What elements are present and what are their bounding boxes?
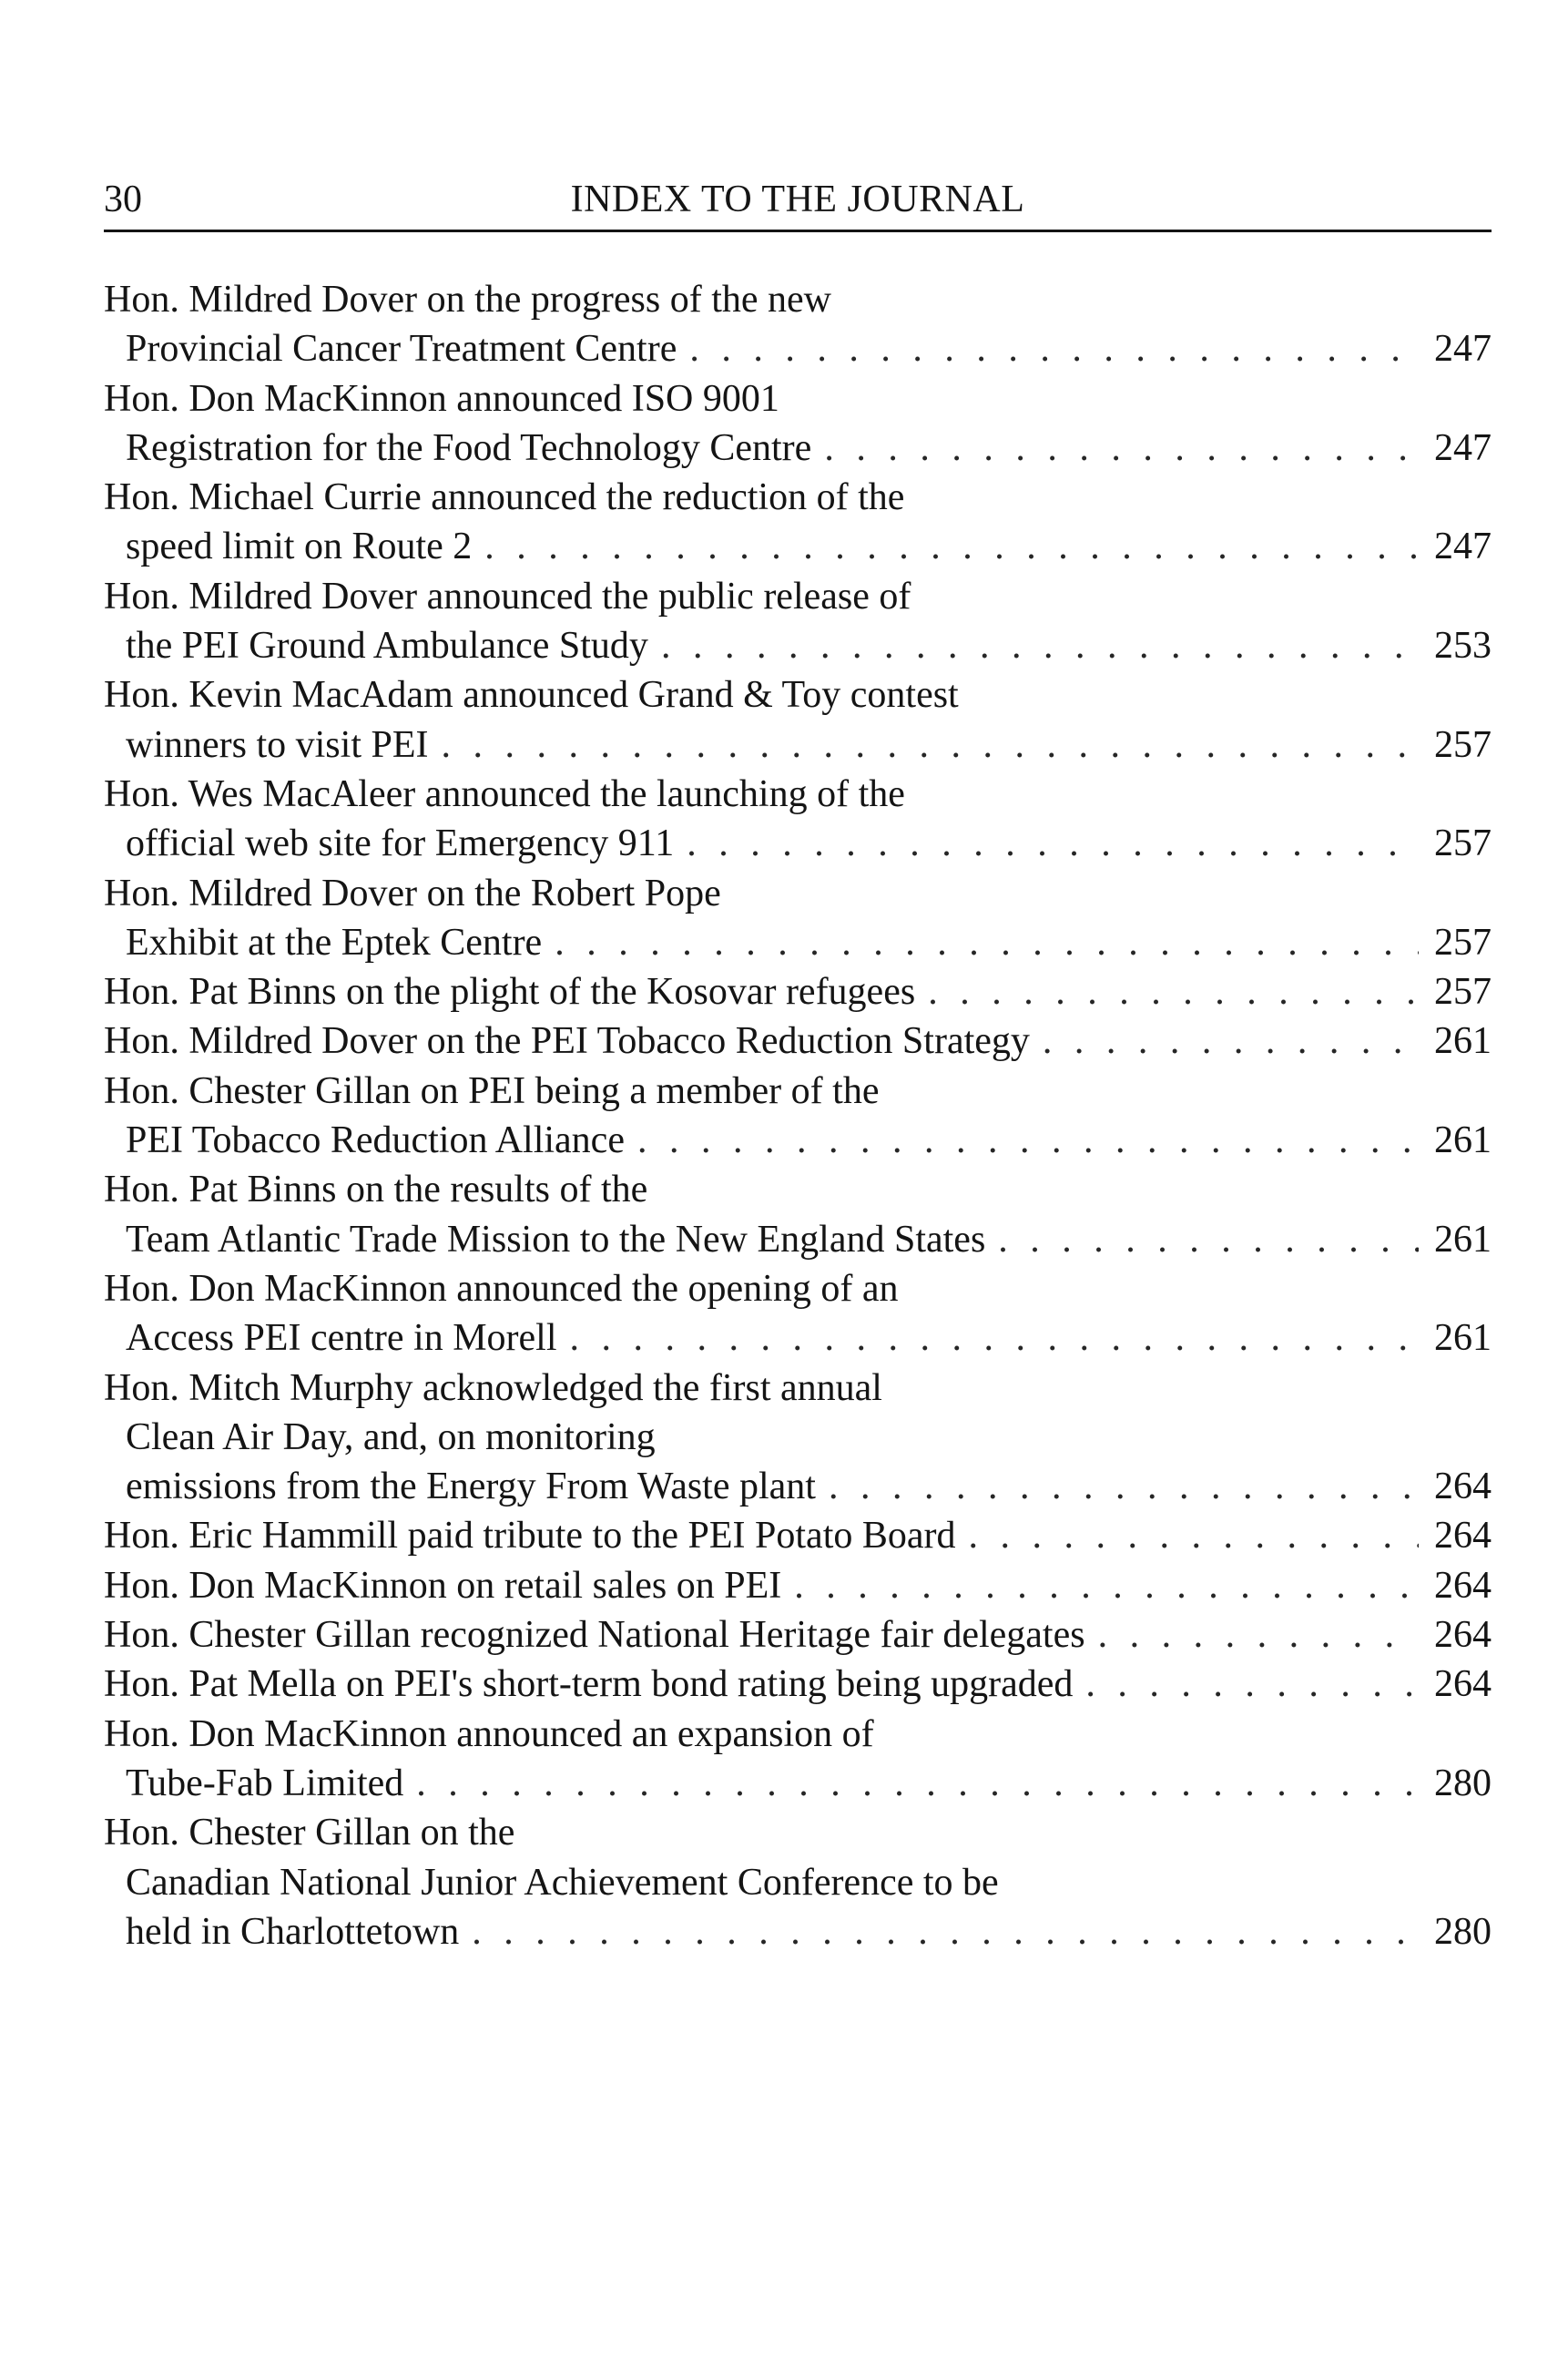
entry-first-line [104,1710,1492,1759]
entry-page-number: 264 [1434,1564,1492,1607]
index-entry [104,1808,1492,1956]
entry-text: Hon. Pat Mella on PEI's short-term bond rating being upgraded [104,1663,1074,1706]
entry-text: winners to visit PEI [126,723,429,766]
entry-first-line [104,1067,1492,1116]
index-entry [104,1016,1492,1066]
entry-first-line [104,869,1492,918]
entry-page-number: 257 [1434,822,1492,865]
dot-leader [661,621,1419,670]
page-header [104,173,1492,232]
entry-page-number: 257 [1434,723,1492,766]
index-entry [104,1165,1492,1264]
entry-first-line [104,1016,1492,1066]
index-entry [104,967,1492,1016]
dot-leader [998,1215,1419,1264]
entry-continuation-line [104,720,1492,770]
entry-first-line [104,1511,1492,1560]
entry-text: held in Charlottetown [126,1910,460,1953]
index-entry [104,572,1492,671]
entry-page-number: 264 [1434,1515,1492,1558]
dot-leader [570,1313,1419,1363]
entry-continuation-line [104,1759,1492,1808]
entry-text: emissions from the Energy From Waste plant [126,1466,816,1508]
entry-text: Team Atlantic Trade Mission to the New England States [126,1218,986,1261]
entry-text: Canadian National Junior Achievement Conference to be [126,1861,999,1904]
entry-text: Exhibit at the Eptek Centre [126,921,543,964]
entry-text: Hon. Chester Gillan recognized National Heritage fair delegates [104,1614,1085,1657]
dot-leader [687,819,1419,868]
index-entry [104,1264,1492,1364]
entry-first-line [104,374,1492,424]
entry-text: Hon. Pat Binns on the results of the [104,1169,648,1211]
index-entry [104,1067,1492,1166]
entry-text: Hon. Don MacKinnon on retail sales on PEI [104,1564,782,1607]
dot-leader [472,1907,1419,1956]
dot-leader [824,424,1419,473]
index-entries [104,275,1492,1956]
entry-text: PEI Tobacco Reduction Alliance [126,1119,625,1162]
entry-page-number: 253 [1434,625,1492,668]
entry-text: Hon. Eric Hammill paid tribute to the PEI Potato Board [104,1515,956,1558]
index-entry [104,1561,1492,1610]
dot-leader [794,1561,1419,1610]
dot-leader [928,967,1419,1016]
entry-text: Hon. Chester Gillan on the [104,1812,515,1854]
entry-text: Hon. Kevin MacAdam announced Grand & Toy contest [104,674,959,717]
dot-leader [484,522,1419,571]
dot-leader [416,1759,1419,1808]
entry-text: Hon. Chester Gillan on PEI being a member of the [104,1069,880,1112]
entry-page-number: 247 [1434,328,1492,371]
dot-leader [442,720,1420,770]
entry-continuation-line [104,1907,1492,1956]
entry-first-line [104,275,1492,324]
entry-text: Hon. Mildred Dover on the progress of the new [104,279,831,321]
entry-first-line [104,1165,1492,1214]
entry-first-line [104,1610,1492,1660]
entry-page-number: 257 [1434,921,1492,964]
entry-text: official web site for Emergency 911 [126,822,675,865]
entry-first-line [104,967,1492,1016]
entry-continuation-line [104,918,1492,967]
entry-first-line [104,670,1492,720]
entry-text: Hon. Mildred Dover on the PEI Tobacco Reduction Strategy [104,1020,1030,1063]
entry-first-line [104,1264,1492,1313]
entry-text: Hon. Mildred Dover announced the public release of [104,575,911,618]
dot-leader [969,1511,1419,1560]
running-head: INDEX TO THE JOURNAL [570,179,1025,220]
entry-text: Clean Air Day, and, on monitoring [126,1415,656,1458]
entry-continuation-line [104,522,1492,571]
entry-page-number: 280 [1434,1910,1492,1953]
entry-first-line [104,1364,1492,1413]
entry-first-line [104,473,1492,522]
entry-continuation-line [104,621,1492,670]
entry-continuation-line [104,1215,1492,1264]
entry-page-number: 247 [1434,426,1492,469]
entry-continuation-line [104,1413,1492,1462]
index-entry [104,275,1492,374]
dot-leader [1043,1016,1419,1066]
entry-first-line [104,770,1492,819]
entry-page-number: 247 [1434,526,1492,568]
entry-continuation-line [104,1313,1492,1363]
entry-continuation-line [104,1116,1492,1165]
entry-text: Hon. Mildred Dover on the Robert Pope [104,872,721,914]
entry-text: Provincial Cancer Treatment Centre [126,328,677,371]
entry-text: Hon. Don MacKinnon announced the opening of an [104,1267,899,1310]
index-entry [104,869,1492,968]
entry-text: Hon. Don MacKinnon announced ISO 9001 [104,377,779,420]
entry-text: Hon. Wes MacAleer announced the launching of the [104,772,905,815]
entry-first-line [104,572,1492,621]
entry-continuation-line [104,424,1492,473]
entry-text: Hon. Mitch Murphy acknowledged the first annual [104,1366,882,1409]
index-entry [104,770,1492,869]
entry-page-number: 264 [1434,1614,1492,1657]
entry-first-line [104,1808,1492,1857]
index-entry [104,473,1492,572]
entry-page-number: 261 [1434,1119,1492,1162]
entry-text: Hon. Don MacKinnon announced an expansion of [104,1712,874,1755]
index-entry [104,1660,1492,1709]
entry-text: Hon. Michael Currie announced the reduction of the [104,476,905,519]
entry-page-number: 280 [1434,1762,1492,1804]
index-entry [104,374,1492,474]
entry-first-line [104,1561,1492,1610]
entry-continuation-line [104,1858,1492,1907]
dot-leader [829,1462,1419,1511]
dot-leader [1098,1610,1419,1660]
entry-first-line [104,1660,1492,1709]
entry-page-number: 261 [1434,1317,1492,1360]
index-entry [104,1364,1492,1512]
entry-page-number: 264 [1434,1663,1492,1706]
entry-continuation-line [104,819,1492,868]
index-entry [104,1610,1492,1660]
entry-page-number: 261 [1434,1218,1492,1261]
entry-continuation-line [104,324,1492,373]
entry-page-number: 264 [1434,1466,1492,1508]
dot-leader [637,1116,1419,1165]
entry-text: the PEI Ground Ambulance Study [126,625,648,668]
entry-continuation-line [104,1462,1492,1511]
entry-text: Access PEI centre in Morell [126,1317,557,1360]
dot-leader [1085,1660,1419,1709]
entry-text: Tube-Fab Limited [126,1762,404,1804]
index-entry [104,1511,1492,1560]
index-entry [104,1710,1492,1809]
entry-page-number: 261 [1434,1020,1492,1063]
page-number: 30 [104,179,142,220]
dot-leader [555,918,1419,967]
entry-text: Registration for the Food Technology Centre [126,426,812,469]
index-entry [104,670,1492,770]
dot-leader [689,324,1419,373]
entry-text: Hon. Pat Binns on the plight of the Kosovar refugees [104,971,916,1014]
entry-text: speed limit on Route 2 [126,526,473,568]
entry-page-number: 257 [1434,971,1492,1014]
